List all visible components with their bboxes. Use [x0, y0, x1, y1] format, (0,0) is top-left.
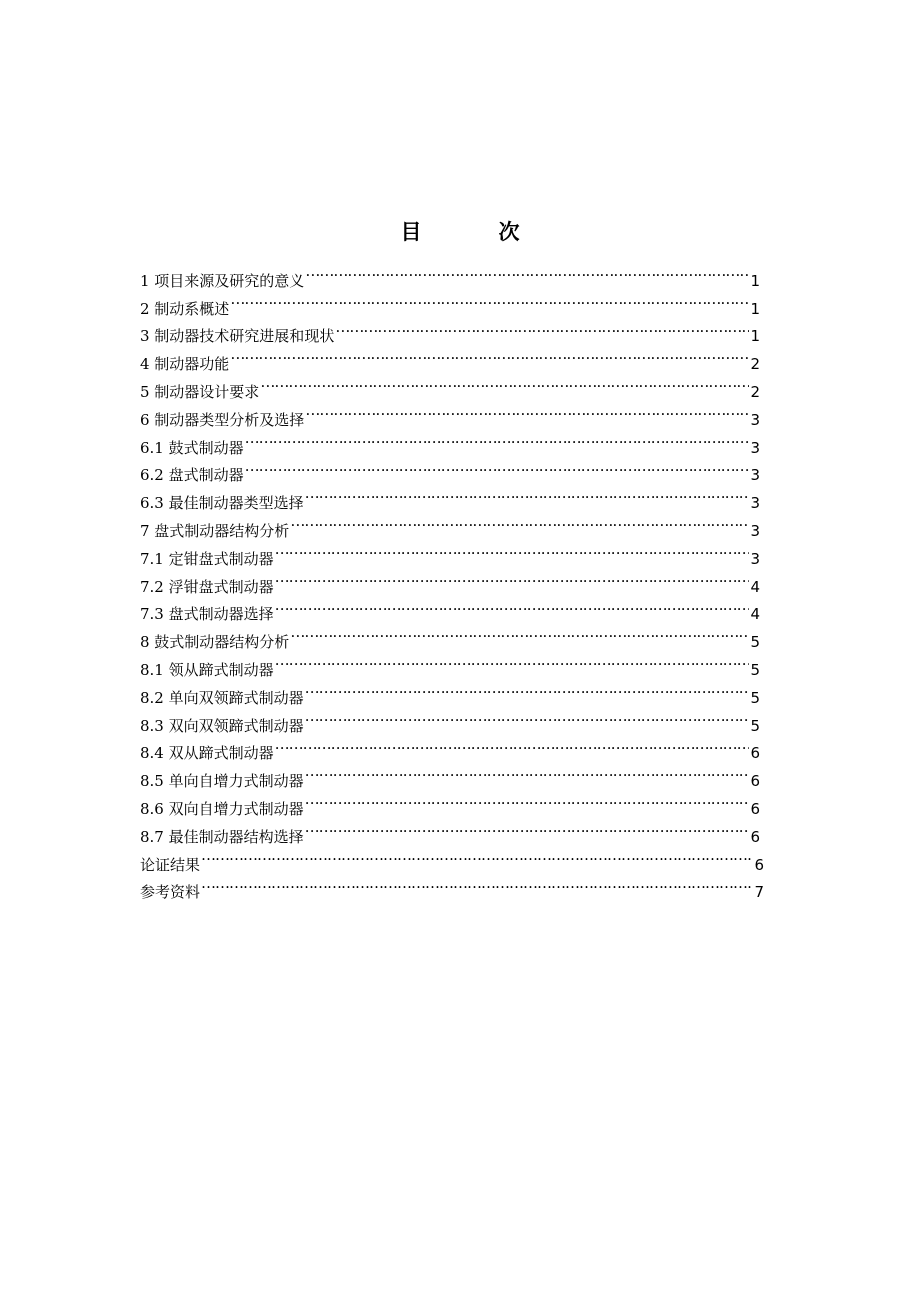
toc-entry-label: 8.6 双向自增力式制动器 [140, 799, 304, 818]
toc-entry [140, 870, 764, 902]
toc-entry-label: 7.2 浮钳盘式制动器 [140, 577, 274, 596]
toc-dot-leader [305, 758, 750, 786]
toc-dot-leader [290, 619, 749, 647]
toc-entry-label: 7.3 盘式制动器选择 [140, 605, 274, 624]
toc-entry-page: 3 [750, 466, 760, 485]
toc-dot-leader [275, 592, 750, 620]
toc-entry-label: 6.2 盘式制动器 [140, 466, 244, 485]
toc-dot-leader [305, 703, 750, 731]
toc-entry-label: 6.3 最佳制动器类型选择 [140, 494, 304, 513]
toc-entry-page: 4 [750, 577, 760, 596]
toc-entry-page: 5 [750, 716, 760, 735]
toc-entry [140, 258, 760, 290]
toc-list [140, 258, 764, 902]
toc-dot-leader [305, 814, 750, 842]
toc-entry-label: 5 制动器设计要求 [140, 382, 260, 401]
toc-entry-label: 8.4 双从蹄式制动器 [140, 744, 274, 763]
toc-dot-leader [305, 258, 749, 286]
toc-dot-leader [305, 480, 750, 508]
toc-entry-page: 6 [750, 772, 760, 791]
toc-entry-label: 7.1 定钳盘式制动器 [140, 549, 274, 568]
toc-entry [140, 314, 760, 346]
toc-entry-label: 3 制动器技术研究进展和现状 [140, 327, 335, 346]
toc-entry-page: 5 [750, 688, 760, 707]
toc-dot-leader [245, 453, 750, 481]
toc-entry [140, 341, 760, 374]
toc-entry-page: 6 [750, 827, 760, 846]
toc-entry-page: 1 [750, 271, 760, 290]
toc-entry-page: 6 [750, 799, 760, 818]
toc-entry-page: 5 [750, 633, 760, 652]
toc-entry-page: 3 [750, 494, 760, 513]
toc-entry-page: 6 [750, 744, 760, 763]
toc-entry-page: 3 [750, 549, 760, 568]
toc-entry-page: 2 [750, 355, 760, 374]
toc-entry-page: 3 [750, 410, 760, 429]
toc-dot-leader [305, 786, 750, 814]
toc-entry [140, 369, 760, 401]
toc-dot-leader [201, 842, 753, 870]
toc-entry-page: 3 [750, 438, 760, 457]
toc-entry [140, 842, 764, 874]
toc-entry-label: 6.1 鼓式制动器 [140, 438, 244, 457]
toc-dot-leader [275, 731, 750, 759]
toc-entry-label: 8 鼓式制动器结构分析 [140, 633, 290, 652]
toc-entry-page: 1 [750, 327, 760, 346]
toc-entry-label: 8.1 领从蹄式制动器 [140, 660, 274, 679]
toc-entry-label: 6 制动器类型分析及选择 [140, 410, 305, 429]
toc-dot-leader [275, 564, 750, 592]
toc-entry-label: 参考资料 [140, 883, 201, 902]
toc-entry-page: 1 [750, 299, 760, 318]
toc-entry-page: 5 [750, 660, 760, 679]
toc-entry-label: 8.7 最佳制动器结构选择 [140, 827, 304, 846]
toc-entry-label: 4 制动器功能 [140, 355, 230, 374]
toc-dot-leader [275, 536, 750, 564]
toc-entry-page: 4 [750, 605, 760, 624]
toc-dot-leader [290, 508, 749, 536]
toc-entry-label: 8.2 单向双领蹄式制动器 [140, 688, 304, 707]
toc-entry-label: 8.5 单向自增力式制动器 [140, 772, 304, 791]
toc-entry-page: 6 [754, 855, 764, 874]
toc-dot-leader [305, 675, 750, 703]
toc-entry-label: 7 盘式制动器结构分析 [140, 521, 290, 540]
toc-entry-label: 2 制动系概述 [140, 299, 230, 318]
toc-dot-leader [230, 286, 749, 314]
toc-dot-leader [260, 369, 749, 397]
toc-entry-label: 1 项目来源及研究的意义 [140, 271, 305, 290]
toc-entry [140, 286, 760, 318]
toc-entry-label: 论证结果 [140, 855, 201, 874]
toc-dot-leader [230, 341, 749, 369]
toc-entry-page: 7 [754, 883, 764, 902]
toc-entry-page: 3 [750, 521, 760, 540]
toc-title: 目 次 [400, 220, 548, 244]
toc-entry-page: 2 [750, 382, 760, 401]
toc-dot-leader [245, 425, 750, 453]
toc-entry-label: 8.3 双向双领蹄式制动器 [140, 716, 304, 735]
toc-dot-leader [305, 397, 749, 425]
toc-dot-leader [201, 870, 753, 898]
toc-dot-leader [275, 647, 750, 675]
toc-dot-leader [335, 314, 749, 342]
